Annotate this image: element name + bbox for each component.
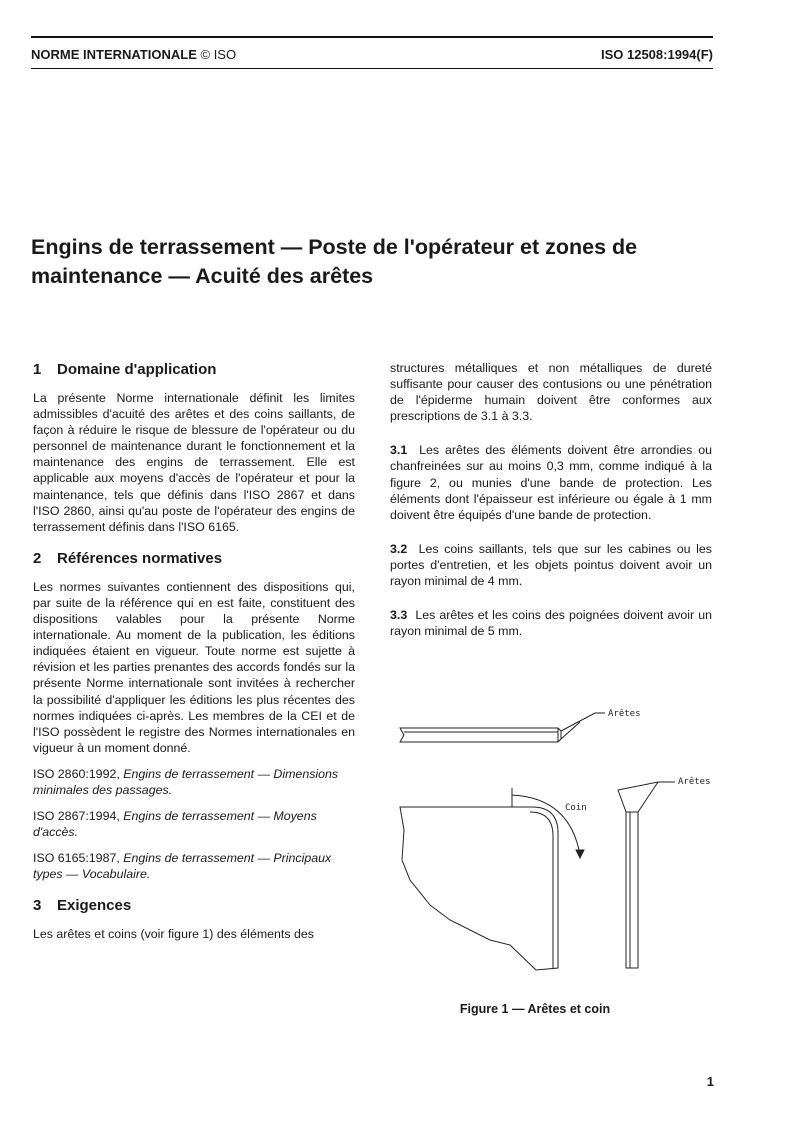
section-title: Références normatives (57, 549, 223, 567)
clause-number: 3.1 (390, 443, 408, 458)
section-title: Domaine d'application (57, 361, 217, 378)
header-copyright: © ISO (200, 47, 237, 62)
reference-code: ISO 2860:1992, (33, 766, 120, 781)
section-1-heading (33, 360, 355, 380)
leader-edges-2b (638, 782, 658, 812)
reference-title: Engins de terrassement — Dimensions minimales des passages. (33, 766, 339, 797)
reference-title: Engins de terrassement — Moyens d'accès. (33, 809, 317, 840)
document-title: Engins de terrassement — Poste de l'opérateur et zones de maintenance — Acuité des arêtes (31, 235, 638, 288)
figure-caption: Figure 1 — Arêtes et coin (459, 1002, 611, 1016)
header-left (31, 47, 236, 62)
section-3-text-continued: structures métalliques et non métalliques de dureté suffisante pour causer des contusions ou une pénétration de l'épiderme humain doivent être conformes aux prescriptions de 3.1 à 3.3. (390, 361, 712, 424)
section-3-heading (33, 896, 355, 916)
bar-outline (400, 728, 558, 742)
clause-text: Les arêtes des éléments doivent être arrondies ou chanfreinées sur au moins 0,3 mm, comme indiqué à la figure 2, ou munies d'une bande de protection. Les éléments dont l'épaisseur est inférieure ou égale à 1 mm doivent être équipés d'une bande de protection. (390, 443, 712, 522)
reference-title: Engins de terrassement — Principaux types — Vocabulaire. (33, 851, 332, 882)
clause-text: Les arêtes et les coins des poignées doivent avoir un rayon minimal de 5 mm. (390, 608, 712, 639)
vertical-bar (626, 812, 638, 968)
section-number: 1 (33, 361, 42, 378)
figure-label-edges-top: Arêtes (608, 709, 641, 719)
section-2-heading (33, 549, 355, 569)
section-1-text: La présente Norme internationale définit les limites admissibles d'acuité des arêtes et des coins saillants, de façon à réduire le risque de blessure de l'opérateur ou du personnel de maintenance durant le fonctionnement et la maintenance des engins de terrassement. Elle est applicable aux moyens d'accès de l'opérateur et pour la maintenance, tels que définis dans l'ISO 2867 et dans l'ISO 2860, ainsi qu'au poste de l'opérateur des engins de terrassement définis dans l'ISO 6165. (33, 391, 355, 534)
reference-item (33, 766, 355, 798)
section-number: 3 (33, 897, 42, 915)
clause-3-1 (390, 442, 712, 522)
reference-item (33, 808, 355, 840)
left-column (33, 360, 355, 943)
corner-arrow (576, 850, 584, 858)
leader-edges-2 (618, 782, 675, 812)
plate-outline (400, 807, 558, 970)
reference-code: ISO 2867:1994, (33, 809, 120, 824)
clause-3-3 (390, 607, 712, 639)
plate-inner-edge (530, 812, 553, 968)
clause-3-2 (390, 541, 712, 589)
leader-edges-1b (561, 722, 580, 739)
header-rule-top (31, 36, 713, 38)
header-standard-number: ISO 12508:1994(F) (600, 47, 713, 62)
header-rule-bottom (31, 68, 713, 69)
section-3-text-start: Les arêtes et coins (voir figure 1) des éléments des (33, 927, 314, 942)
figure-1 (390, 700, 720, 990)
figure-label-edges-right: Arêtes (678, 777, 711, 787)
section-2-text: Les normes suivantes contiennent des dispositions qui, par suite de la référence qui en est faite, constituent des dispositions valables pour la présente Norme internationale. Au moment de la publication, les éditions indiquées étaient en vigueur. Toute norme est sujette à révision et les parties prenantes des accords fondés sur la présente Norme internationale sont invitées à rechercher la possibilité d'appliquer les éditions les plus récentes des normes indiquées ci-après. Les membres de la CEI et de l'ISO possèdent le registre des Normes internationales en vigueur à un moment donné. (33, 579, 355, 755)
leader-edges-1 (561, 713, 605, 731)
right-column (390, 360, 712, 639)
page-number: 1 (706, 1074, 714, 1089)
reference-code: ISO 6165:1987, (33, 851, 120, 866)
reference-item (33, 850, 355, 882)
figure-1-drawing (390, 700, 720, 990)
section-number: 2 (33, 549, 42, 567)
section-title: Exigences (57, 897, 132, 915)
clause-text: Les coins saillants, tels que sur les cabines ou les portes d'entretien, et les objets pointus doivent avoir un rayon minimal de 4 mm. (390, 541, 713, 589)
figure-label-corner: Coin (565, 803, 587, 813)
clause-number: 3.2 (390, 541, 408, 556)
header-standard-type: NORME INTERNATIONALE (31, 47, 197, 62)
clause-number: 3.3 (390, 608, 408, 623)
